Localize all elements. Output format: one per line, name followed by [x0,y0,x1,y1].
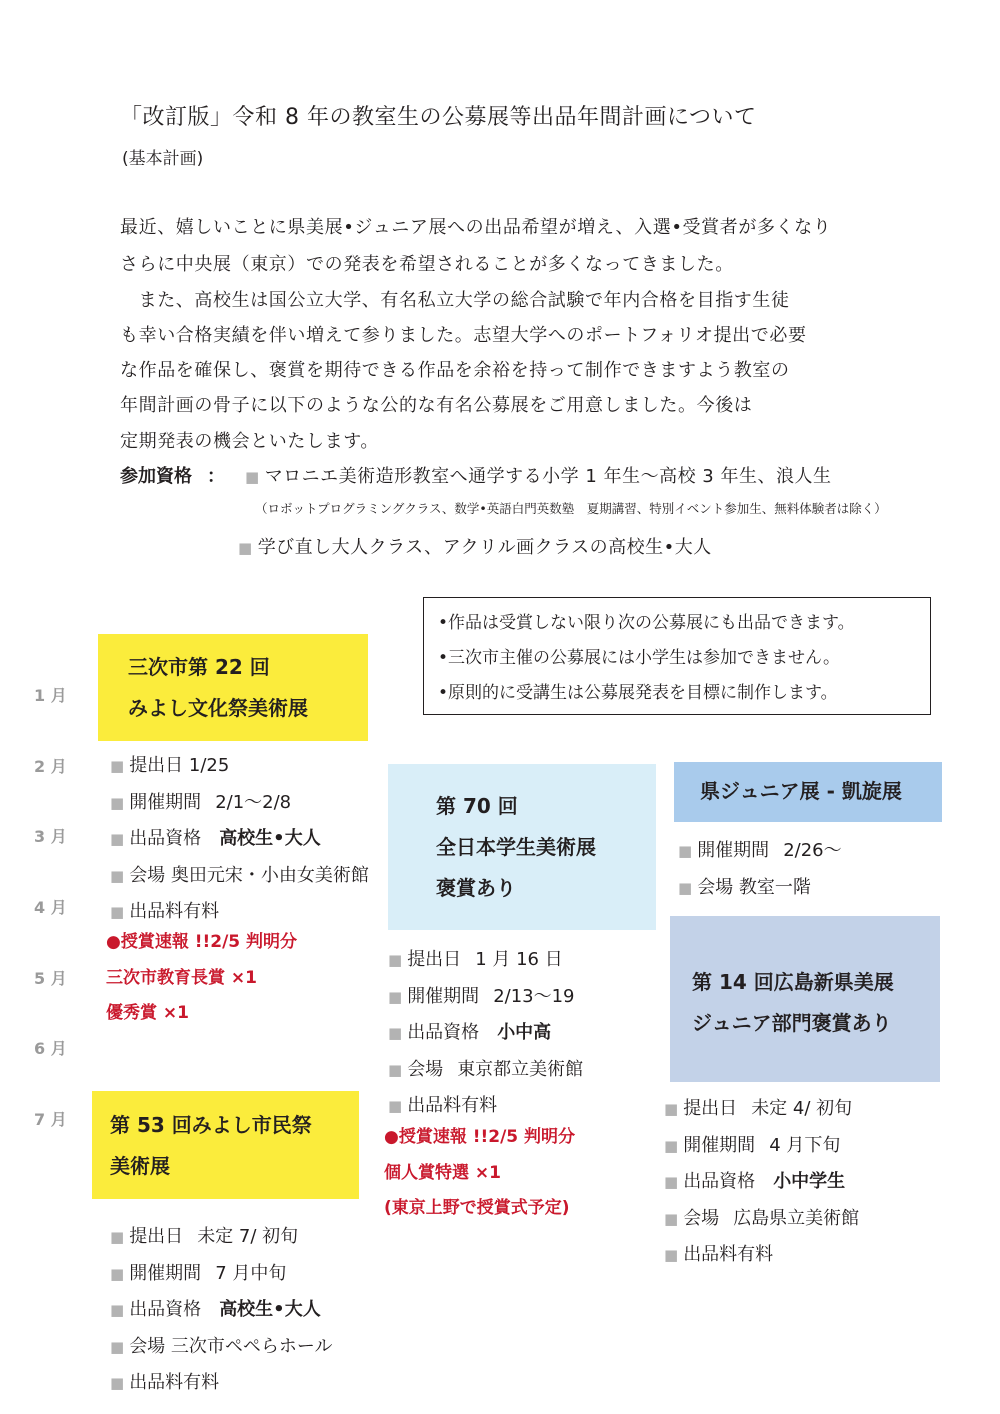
square-bullet-icon: ■ [110,1374,125,1392]
exhibition-details [110,1219,333,1402]
square-bullet-icon: ■ [678,878,693,897]
square-bullet-icon: ■ [664,1173,679,1191]
month-label: 7 月 [34,1110,67,1129]
exhibition-title: 全日本学生美術展 [436,835,596,859]
month-label: 6 月 [34,1039,67,1058]
square-bullet-icon: ■ [245,468,260,486]
square-bullet-icon: ■ [110,830,125,848]
detail-row: ■ 提出日 1 月 16 日 [388,949,563,970]
award-item: 個人賞特選 ×1 [384,1162,501,1183]
square-bullet-icon: ■ [110,903,125,921]
intro-line: 最近、嬉しいことに県美展•ジュニア展への出品希望が増え、入選•受賞者が多くなり [120,217,832,238]
detail-row: ■ 開催期間 2/13〜19 [388,985,575,1007]
intro-line: 定期発表の機会といたします。 [120,431,379,452]
detail-row: ■ 開催期間 2/26〜 [678,840,842,861]
exhibition-details [110,748,369,931]
square-bullet-icon: ■ [664,1209,679,1228]
intro-line: も幸い合格実績を伴い増えて参りました。志望大学へのポートフォリオ提出で必要 [120,325,807,346]
award-header: ●授賞速報 !!2/5 判明分 [106,932,298,952]
square-bullet-icon: ■ [110,757,125,775]
requirement-item: ■ 学び直し大人クラス、アクリル画クラスの高校生•大人 [238,537,712,558]
award-report [106,925,297,1032]
square-bullet-icon: ■ [110,1337,125,1356]
month-label: 5 月 [34,969,67,988]
exhibition-title-box [674,762,942,822]
detail-row: ■ 出品資格 高校生•大人 [110,1299,321,1320]
square-bullet-icon: ■ [664,1100,679,1118]
exhibition-details [388,942,583,1125]
detail-row: ■ 会場 教室一階 [678,876,811,898]
month-label: 1 月 [34,686,67,705]
detail-row: ■ 開催期間 4 月下旬 [664,1134,841,1156]
exhibition-details [664,1091,859,1274]
detail-row: ■ 会場 広島県立美術館 [664,1207,860,1229]
square-bullet-icon: ■ [388,1060,403,1079]
exhibition-title: 第 53 回みよし市民祭 [110,1113,312,1137]
detail-row: ■ 出品料有料 [388,1095,498,1116]
exhibition-title: 県ジュニア展 - 凱旋展 [700,779,902,803]
page-subtitle: (基本計画) [122,149,204,169]
exhibition-title-box [670,916,940,1082]
detail-row: ■ 開催期間 2/1〜2/8 [110,791,292,813]
exhibition-title: みよし文化祭美術展 [128,696,308,720]
award-report [384,1120,575,1227]
month-label: 4 月 [34,898,67,917]
detail-row: ■ 出品資格 小中高 [388,1022,552,1043]
requirements-label: 参加資格 [120,466,192,487]
square-bullet-icon: ■ [388,1024,403,1042]
requirements-colon: ： [207,466,225,487]
notice-box [423,597,931,715]
square-bullet-icon: ■ [110,793,125,812]
detail-row: ■ 提出日 未定 7/ 初旬 [110,1226,299,1247]
award-item: (東京上野で授賞式予定) [384,1198,570,1218]
square-bullet-icon: ■ [110,866,125,885]
notice-line: •作品は受賞しない限り次の公募展にも出品できます。 [438,613,855,633]
intro-line: また、高校生は国公立大学、有名私立大学の総合試験で年内合格を目指す生徒 [120,290,790,311]
notice-line: •原則的に受講生は公募展発表を目標に制作します。 [438,683,838,703]
detail-row: ■ 出品料有料 [110,1372,220,1393]
notice-line: •三次市主催の公募展には小学生は参加できません。 [438,648,841,668]
detail-row: ■ 出品資格 小中学生 [664,1171,846,1192]
exhibition-details [678,833,842,906]
square-bullet-icon: ■ [664,1246,679,1264]
detail-row: ■ 会場 東京都立美術館 [388,1058,584,1080]
detail-row: ■ 出品料有料 [664,1244,774,1265]
square-bullet-icon: ■ [388,987,403,1006]
intro-line: な作品を確保し、褒賞を期待できる作品を余裕を持って制作できますよう教室の [120,360,790,381]
requirement-note: （ロボットプログラミングクラス、数学•英語白門英数塾 夏期講習、特別イベント参加生、無料体験者は除く） [255,501,887,516]
detail-row: ■ 出品料有料 [110,901,220,922]
square-bullet-icon: ■ [388,1097,403,1115]
award-item: 三次市教育長賞 ×1 [106,967,257,988]
detail-row: ■ 会場 三次市ペペらホール [110,1335,333,1357]
square-bullet-icon: ■ [678,842,693,860]
exhibition-title: 褒賞あり [436,876,516,900]
requirement-item: ■ マロニエ美術造形教室へ通学する小学 1 年生〜高校 3 年生、浪人生 [245,466,832,487]
exhibition-title: ジュニア部門褒賞あり [692,1011,892,1035]
exhibition-title-box [98,634,368,741]
detail-row: ■ 会場 奥田元宋・小由女美術館 [110,864,369,886]
detail-row: ■ 提出日 未定 4/ 初旬 [664,1098,853,1119]
detail-row: ■ 提出日 1/25 [110,755,230,776]
square-bullet-icon: ■ [110,1228,125,1246]
detail-row: ■ 出品資格 高校生•大人 [110,828,321,849]
square-bullet-icon: ■ [110,1264,125,1283]
exhibition-title: 三次市第 22 回 [128,655,270,679]
detail-row: ■ 開催期間 7 月中旬 [110,1262,287,1284]
exhibition-title: 第 70 回 [436,794,518,818]
exhibition-title-box [92,1091,359,1199]
intro-line: さらに中央展（東京）での発表を希望されることが多くなってきました。 [120,254,734,275]
page-title: 「改訂版」令和 8 年の教室生の公募展等出品年間計画について [120,105,757,130]
month-label: 2 月 [34,757,67,776]
exhibition-title-box [388,764,656,930]
square-bullet-icon: ■ [238,539,253,557]
exhibition-title: 第 14 回広島新県美展 [692,970,894,994]
square-bullet-icon: ■ [664,1136,679,1155]
award-header: ●授賞速報 !!2/5 判明分 [384,1127,576,1147]
award-item: 優秀賞 ×1 [106,1003,189,1023]
square-bullet-icon: ■ [110,1301,125,1319]
month-label: 3 月 [34,827,67,846]
square-bullet-icon: ■ [388,951,403,969]
intro-line: 年間計画の骨子に以下のような公的な有名公募展をご用意しました。今後は [120,395,753,416]
exhibition-title: 美術展 [110,1154,170,1178]
